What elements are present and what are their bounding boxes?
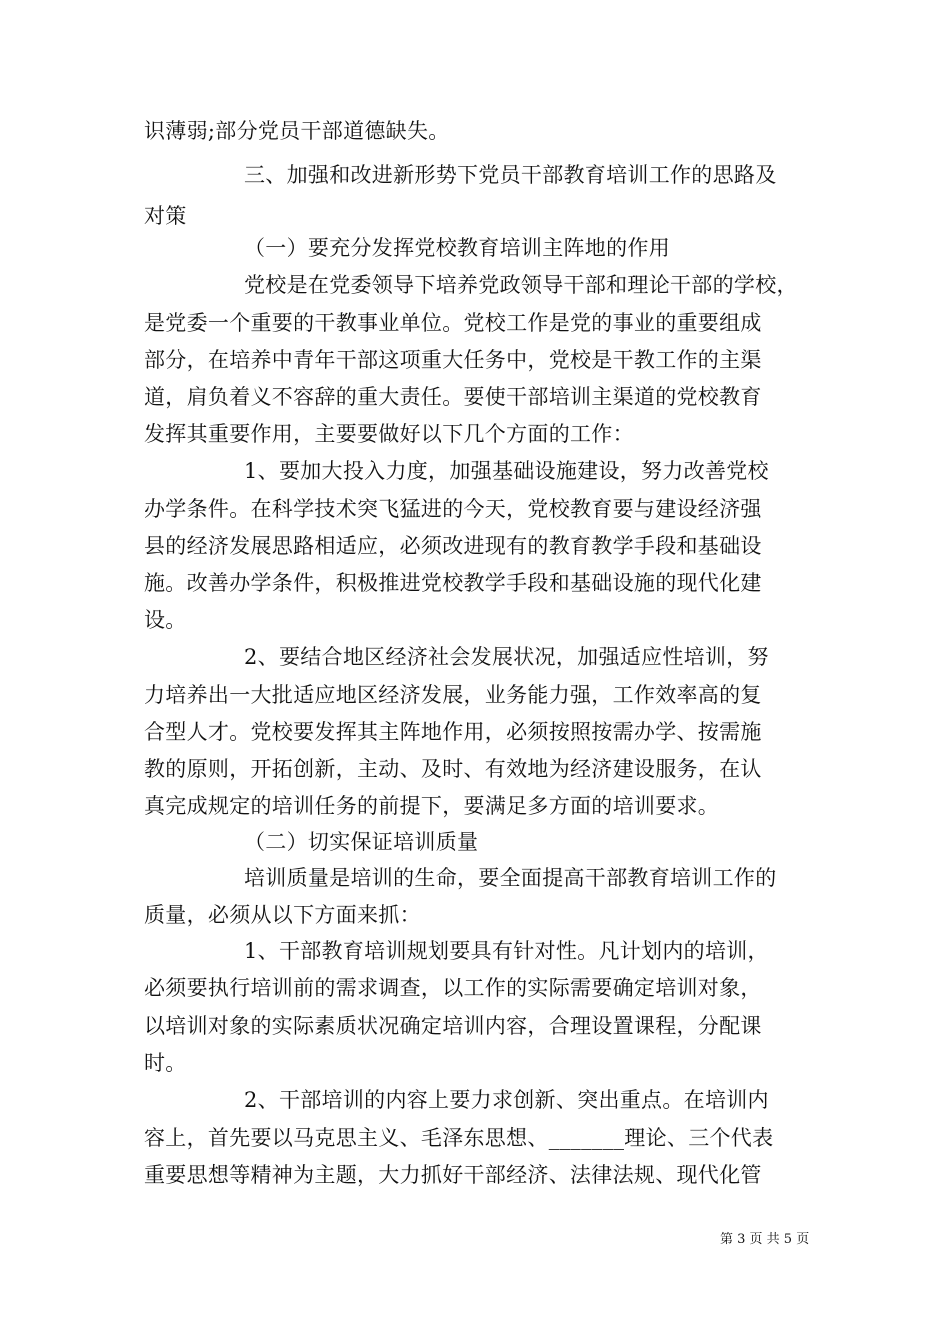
subsection-heading: （二）切实保证培训质量 [244,830,479,854]
text-line: 必须要执行培训前的需求调查，以工作的实际需要确定培训对象， [144,976,762,1000]
text-line: 重要思想等精神为主题，大力抓好干部经济、法律法规、现代化管 [144,1163,762,1187]
text-line: 时。 [144,1051,187,1075]
section-heading: 三、加强和改进新形势下党员干部教育培训工作的思路及 [244,163,777,187]
text-line: 力培养出一大批适应地区经济发展，业务能力强，工作效率高的复 [144,683,762,707]
text-line: 真完成规定的培训任务的前提下，要满足多方面的培训要求。 [144,794,720,818]
text-line: 1、要加大投入力度，加强基础设施建设，努力改善党校 [244,459,769,483]
text-line: 道，肩负着义不容辞的重大责任。要使干部培训主渠道的党校教育 [144,385,762,409]
text-line: 培训质量是培训的生命，要全面提高干部教育培训工作的 [244,866,777,890]
text-line: 县的经济发展思路相适应，必须改进现有的教育教学手段和基础设 [144,534,762,558]
text-line: 教的原则，开拓创新，主动、及时、有效地为经济建设服务，在认 [144,757,762,781]
text-line: 党校是在党委领导下培养党政领导干部和理论干部的学校， [244,273,798,297]
text-line: 以培训对象的实际素质状况确定培训内容，合理设置课程，分配课 [144,1014,762,1038]
text-line: 部分，在培养中青年干部这项重大任务中，党校是干教工作的主渠 [144,348,762,372]
subsection-heading: （一）要充分发挥党校教育培训主阵地的作用 [244,236,670,260]
text-line: 合型人才。党校要发挥其主阵地作用，必须按照按需办学、按需施 [144,720,762,744]
text-line: 办学条件。在科学技术突飞猛进的今天，党校教育要与建设经济强 [144,497,762,521]
text-line: 质量，必须从以下方面来抓： [144,903,421,927]
text-line: 识薄弱;部分党员干部道德缺失。 [144,119,450,143]
text-line: 2、干部培训的内容上要力求创新、突出重点。在培训内 [244,1088,769,1112]
text-line: 1、干部教育培训规划要具有针对性。凡计划内的培训， [244,939,769,963]
text-line: 容上，首先要以马克思主义、毛泽东思想、_______理论、三个代表 [144,1126,774,1150]
text-line: 2、要结合地区经济社会发展状况，加强适应性培训，努 [244,645,769,669]
text-line: 发挥其重要作用，主要要做好以下几个方面的工作： [144,422,634,446]
text-line: 设。 [144,608,187,632]
page-number: 第 3 页 共 5 页 [720,1232,810,1247]
section-heading-cont: 对策 [144,204,187,228]
text-line: 是党委一个重要的干教事业单位。党校工作是党的事业的重要组成 [144,311,762,335]
text-line: 施。改善办学条件，积极推进党校教学手段和基础设施的现代化建 [144,571,762,595]
